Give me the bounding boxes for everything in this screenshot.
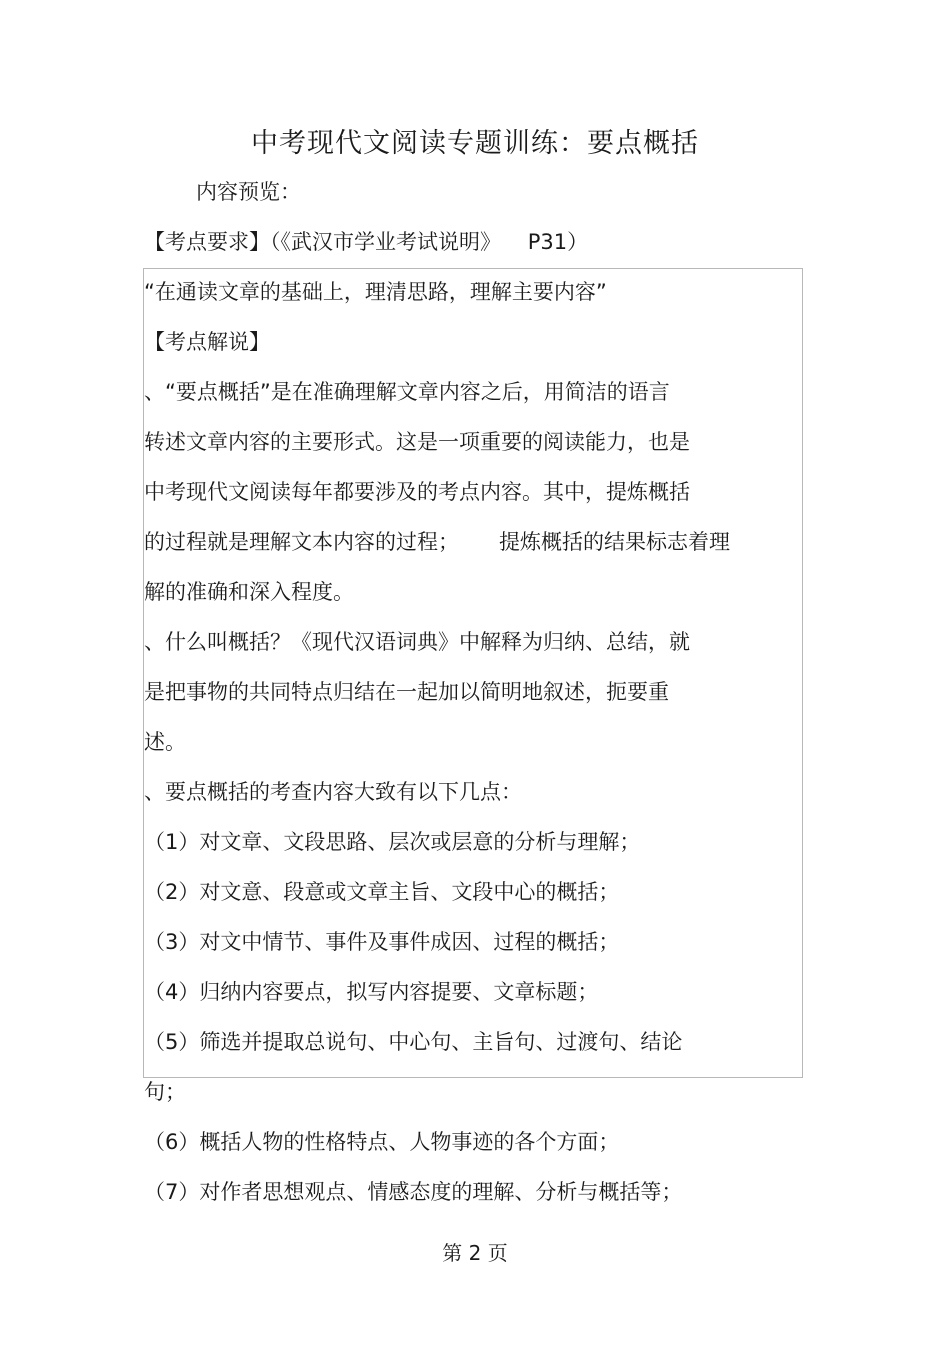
list-item: （5）筛选并提取总说句、中心句、主旨句、过渡句、结论 bbox=[144, 1030, 683, 1054]
body-line: 是把事物的共同特点归结在一起加以简明地叙述，扼要重 bbox=[144, 680, 669, 704]
page-title: 中考现代文阅读专题训练：要点概括 bbox=[251, 128, 699, 159]
body-line: 、“要点概括”是在准确理解文章内容之后，用简洁的语言 bbox=[144, 380, 670, 404]
preview-label: 内容预览： bbox=[196, 180, 301, 204]
requirement-quote: “在通读文章的基础上，理清思路，理解主要内容” bbox=[144, 280, 607, 304]
list-item: （7）对作者思想观点、情感态度的理解、分析与概括等； bbox=[144, 1180, 683, 1204]
list-item: （1）对文章、文段思路、层次或层意的分析与理解； bbox=[144, 830, 641, 854]
list-item: （2）对文意、段意或文章主旨、文段中心的概括； bbox=[144, 880, 620, 904]
body-line: 的过程就是理解文本内容的过程； 提炼概括的结果标志着理 bbox=[144, 530, 731, 554]
body-line: 转述文章内容的主要形式。这是一项重要的阅读能力，也是 bbox=[144, 430, 690, 454]
body-line: 、什么叫概括？《现代汉语词典》中解释为归纳、总结，就 bbox=[144, 630, 690, 654]
list-item-continuation: 句； bbox=[144, 1080, 186, 1104]
body-line: 述。 bbox=[144, 730, 186, 754]
body-line: 解的准确和深入程度。 bbox=[144, 580, 354, 604]
page-number: 第 2 页 bbox=[442, 1241, 508, 1265]
body-line: 中考现代文阅读每年都要涉及的考点内容。其中，提炼概括 bbox=[144, 480, 690, 504]
list-item: （4）归纳内容要点，拟写内容提要、文章标题； bbox=[144, 980, 599, 1004]
requirement-heading: 【考点要求】（《武汉市学业考试说明》 P31） bbox=[144, 230, 589, 254]
list-item: （6）概括人物的性格特点、人物事迹的各个方面； bbox=[144, 1130, 620, 1154]
list-item: （3）对文中情节、事件及事件成因、过程的概括； bbox=[144, 930, 620, 954]
explanation-heading: 【考点解说】 bbox=[144, 330, 270, 354]
body-line: 、要点概括的考查内容大致有以下几点： bbox=[144, 780, 522, 804]
